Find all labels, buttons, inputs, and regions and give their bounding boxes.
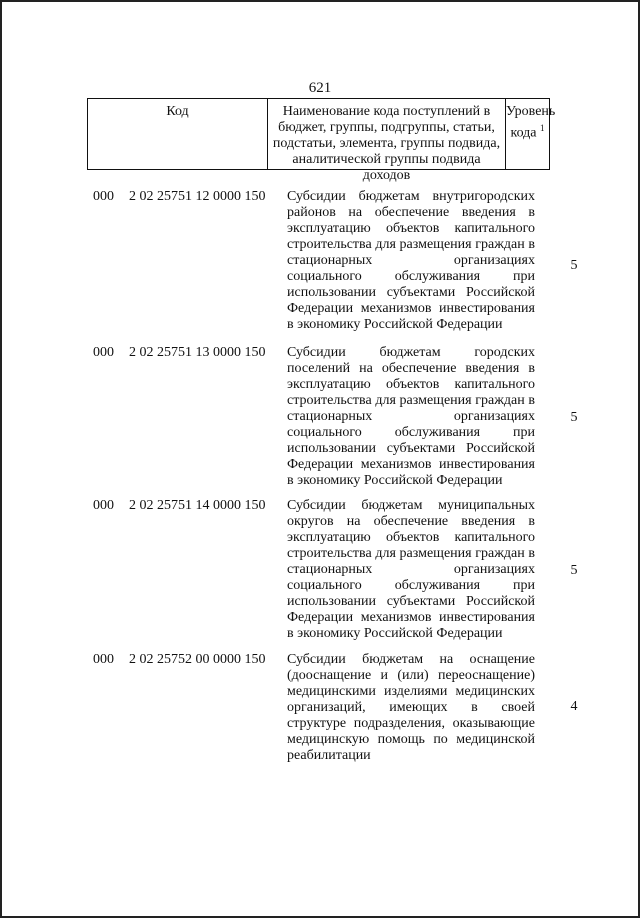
row-code: 2 02 25751 13 0000 150 bbox=[129, 345, 266, 360]
row-prefix: 000 bbox=[93, 345, 114, 360]
row-name: Субсидии бюджетам муниципальных округов на обеспечение введения в эксплуатацию объектов капитального строительства для размещения граждан в стационарных организациях социального обслуживания при использовании субъектами Российской Федерации механизмов инвестирования в экономику Российской Федерации bbox=[287, 498, 535, 641]
row-name: Субсидии бюджетам городских поселений на обеспечение введения в эксплуатацию объектов капитального строительства для размещения граждан в стационарных организациях социального обслуживания при использовании субъектами Российской Федерации механизмов инвестирования в экономику Российской Федерации bbox=[287, 345, 535, 488]
header-code-column: Код bbox=[87, 99, 267, 169]
row-prefix: 000 bbox=[93, 189, 114, 204]
page-number: 621 bbox=[308, 80, 332, 96]
row-level: 5 bbox=[570, 410, 578, 425]
row-code: 2 02 25751 12 0000 150 bbox=[129, 189, 266, 204]
row-code: 2 02 25752 00 0000 150 bbox=[129, 652, 266, 667]
header-level-label: Уровень кода bbox=[506, 104, 556, 141]
row-name: Субсидии бюджетам на оснащение (дооснащение и (или) переоснащение) медицинскими изделиями медицинских организаций, имеющих в своей структуре подразделения, оказывающие медицинскую помощь по медицинской реабилитации bbox=[287, 652, 535, 763]
header-name-column: Наименование кода поступлений в бюджет, группы, подгруппы, статьи, подстатьи, элемента, группы подвида, аналитической группы подвида доходов bbox=[267, 99, 506, 169]
footnote-marker: 1 bbox=[540, 123, 545, 133]
row-prefix: 000 bbox=[93, 652, 114, 667]
table-header bbox=[87, 98, 556, 183]
row-code: 2 02 25751 14 0000 150 bbox=[129, 498, 266, 513]
row-level: 5 bbox=[570, 563, 578, 578]
row-level: 4 bbox=[570, 699, 578, 714]
row-name: Субсидии бюджетам внутригородских районов на обеспечение введения в эксплуатацию объектов капитального строительства для размещения граждан в стационарных организациях социального обслуживания при использовании субъектами Российской Федерации механизмов инвестирования в экономику Российской Федерации bbox=[287, 189, 535, 332]
row-level: 5 bbox=[570, 258, 578, 273]
header-level-column bbox=[506, 99, 556, 169]
row-prefix: 000 bbox=[93, 498, 114, 513]
